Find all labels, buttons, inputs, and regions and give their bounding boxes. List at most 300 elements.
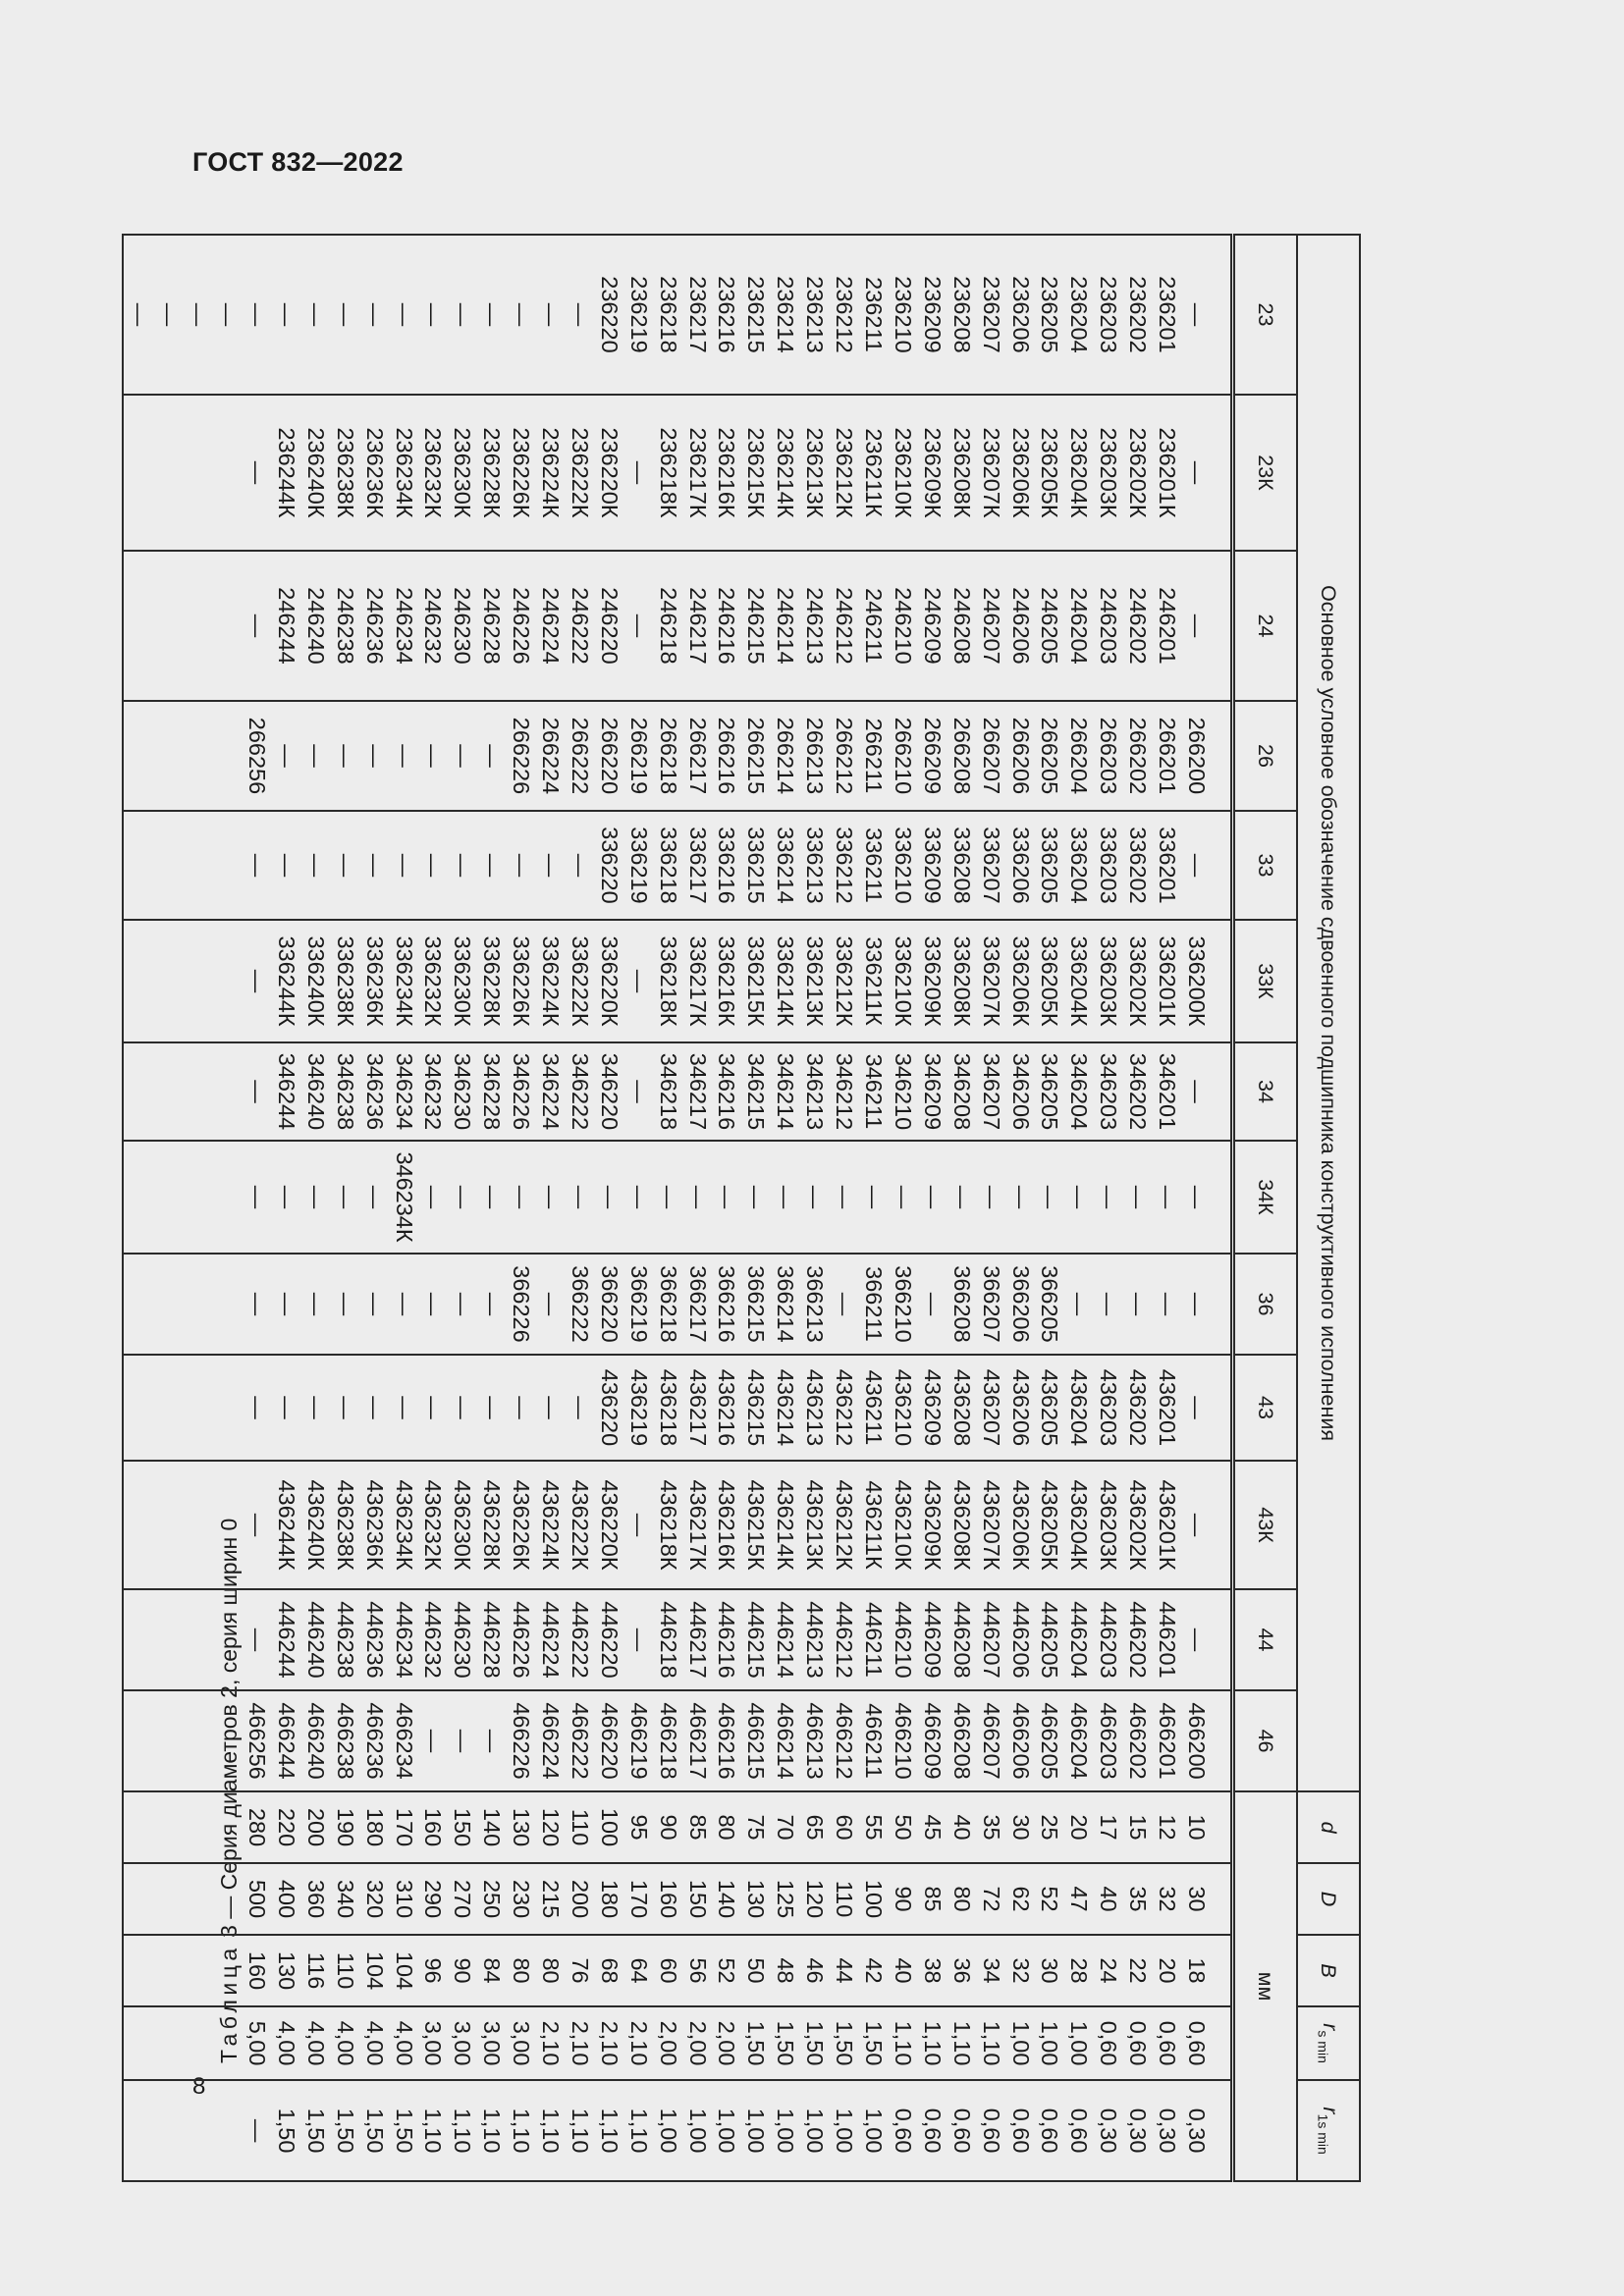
table-cell: 436216К [714, 1479, 740, 1571]
table-cell: 336211К [861, 936, 888, 1026]
table-cell: — [625, 969, 652, 993]
table-cell: 446206 [1007, 1601, 1034, 1679]
table-cell: 266208 [948, 717, 975, 795]
table-cell: 436219 [625, 1368, 652, 1447]
table-cell: — [273, 744, 299, 768]
table-cell: 1,10 [509, 2108, 535, 2154]
table-cell: 266213 [802, 717, 829, 795]
table-cell: 336206 [1007, 827, 1034, 904]
table-cell: 236230К [450, 427, 476, 518]
table-cell: 236209К [919, 427, 946, 518]
col-header-24: 24 [1233, 551, 1298, 701]
table-cell: — [861, 1185, 888, 1209]
table-cell: 346228 [479, 1052, 506, 1131]
table-cell: 62 [1007, 1886, 1034, 1912]
table-cell: 46 [802, 1957, 829, 1984]
table-cell: 360 [302, 1879, 329, 1919]
table-cell: 446244 [273, 1601, 299, 1679]
table-cell: 246232 [420, 587, 447, 665]
col-header-23k: 23К [1233, 395, 1298, 551]
table-cell: — [332, 744, 358, 768]
table-cell: 266202 [1125, 717, 1152, 795]
column-cells-B [123, 1935, 1232, 2006]
col-header-34: 34 [1233, 1042, 1298, 1141]
table-cell: 466205 [1037, 1702, 1063, 1780]
table-cell: 52 [714, 1957, 740, 1984]
table-cell: 336214 [773, 827, 799, 904]
table-cell: 236232К [420, 427, 447, 518]
table-cell: 10 [1184, 1814, 1210, 1841]
table-cell: 236205К [1037, 427, 1063, 518]
table-cell: — [567, 302, 593, 327]
table-cell: 346207 [978, 1052, 1004, 1131]
table-cell: 236218К [655, 427, 681, 518]
table-cell: 266215 [743, 717, 770, 795]
table-cell: 72 [978, 1886, 1004, 1912]
table-cell: 35 [1125, 1886, 1152, 1912]
table-cell: 466208 [948, 1702, 975, 1780]
table-cell: 85 [919, 1886, 946, 1912]
table-cell: 336210К [890, 935, 916, 1027]
table-cell: 336208К [948, 935, 975, 1027]
table-cell: 236219 [625, 276, 652, 353]
table-cell: 466206 [1007, 1702, 1034, 1780]
table-cell: — [919, 1185, 946, 1209]
table-cell: — [890, 1185, 916, 1209]
table-cell: 446207 [978, 1601, 1004, 1679]
table-cell: 436212 [832, 1368, 858, 1447]
table-cell: 90 [450, 1957, 476, 1984]
table-cell: — [391, 302, 417, 327]
col-header-34k: 34К [1233, 1141, 1298, 1254]
table-cell: 346208 [948, 1052, 975, 1131]
table-cell: — [244, 1080, 270, 1103]
table-cell: 17 [1096, 1814, 1122, 1841]
table-cell: — [714, 1185, 740, 1209]
column-cells-23k [123, 395, 1232, 551]
table-cell: 70 [773, 1814, 799, 1841]
table-cell: — [1125, 1185, 1152, 1209]
table-cell: 436232К [420, 1479, 447, 1571]
table-cell: 446234 [391, 1601, 417, 1679]
table-cell: 50 [743, 1957, 770, 1984]
table-cell: 1,50 [861, 2020, 888, 2066]
column-cells-24 [123, 551, 1232, 701]
table-cell: 446230 [450, 1601, 476, 1679]
table-cell: 336218 [655, 827, 681, 904]
table-cell: — [450, 744, 476, 768]
table-cell: 436203 [1096, 1368, 1122, 1447]
table-cell: 436208К [948, 1479, 975, 1571]
table-cell: 346209 [919, 1052, 946, 1131]
table-cell: 436213К [802, 1479, 829, 1571]
table-cell: 236202 [1125, 276, 1152, 353]
column-cells-43k [123, 1461, 1232, 1589]
table-cell: 170 [391, 1807, 417, 1847]
table-cell: 336216 [714, 827, 740, 904]
table-cell: 130 [273, 1950, 299, 1991]
table-cell: 436217К [684, 1479, 711, 1571]
table-cell: 346201 [1155, 1052, 1181, 1131]
table-cell: 246201 [1155, 587, 1181, 665]
table-cell: 436215 [743, 1368, 770, 1447]
table-cell: 236214К [773, 427, 799, 518]
table-cell: 346210 [890, 1052, 916, 1131]
table-cell: 116 [302, 1951, 329, 1990]
table-cell: 236203 [1096, 276, 1122, 353]
table-cell: 336232К [420, 935, 447, 1027]
table-cell: 466220 [596, 1702, 623, 1780]
table-cell: 3,00 [479, 2020, 506, 2066]
table-cell: 0,60 [1184, 2020, 1210, 2066]
table-cell: 246203 [1096, 587, 1122, 665]
table-cell: — [479, 744, 506, 768]
table-cell: — [391, 853, 417, 878]
table-cell: 246205 [1037, 587, 1063, 665]
table-cell: — [1096, 1292, 1122, 1316]
table-cell: 32 [1007, 1957, 1034, 1984]
table-cell: — [302, 1185, 329, 1209]
table-cell: 42 [861, 1957, 888, 1984]
table-cell: 366216 [714, 1265, 740, 1343]
table-cell: 140 [479, 1807, 506, 1847]
table-cell: 436244К [273, 1479, 299, 1571]
table-cell: 466238 [332, 1702, 358, 1780]
col-header-rs-min: $r_{s min}$ [1297, 2006, 1360, 2080]
table-cell: 236209 [919, 276, 946, 353]
table-cell: — [538, 1292, 565, 1316]
table-cell: 346205 [1037, 1052, 1063, 1131]
table-cell: 346214 [773, 1052, 799, 1131]
table-cell: 500 [244, 1879, 270, 1919]
column-cells-rs-min [123, 2006, 1232, 2080]
table-cell: 266204 [1066, 717, 1093, 795]
table-cell: 2,10 [596, 2020, 623, 2066]
table-cell: 446220 [596, 1601, 623, 1679]
table-cell: 436205 [1037, 1368, 1063, 1447]
table-cell: 346234К [391, 1151, 417, 1243]
table-cell: 446240 [302, 1601, 329, 1679]
table-cell: — [596, 1185, 623, 1209]
table-cell: 50 [890, 1814, 916, 1841]
table-cell: 436202К [1125, 1479, 1152, 1571]
table-cell: 466218 [655, 1702, 681, 1780]
table-cell: — [332, 1292, 358, 1316]
table-cell: 30 [1037, 1957, 1063, 1984]
table-cell: 336213 [802, 827, 829, 904]
table-cell: 436203К [1096, 1479, 1122, 1571]
table-cell: — [244, 302, 270, 327]
table-cell: 346215 [743, 1052, 770, 1131]
table-cell: 466213 [802, 1702, 829, 1780]
table-cell: 236216 [714, 276, 740, 353]
table-cell: 246211 [861, 588, 888, 664]
table-cell: 346217 [684, 1052, 711, 1131]
table-cell: 236214 [773, 276, 799, 353]
table-cell: 38 [919, 1957, 946, 1984]
table-cell: 436204 [1066, 1368, 1093, 1447]
col-header-43k: 43К [1233, 1461, 1298, 1589]
table-cell: — [332, 1185, 358, 1209]
table-cell: 75 [743, 1814, 770, 1841]
table-cell: 1,50 [302, 2108, 329, 2154]
table-cell: — [450, 1729, 476, 1753]
table-cell: — [1125, 1292, 1152, 1316]
table-cell: 0,60 [1155, 2020, 1181, 2066]
table-cell: — [538, 1185, 565, 1209]
table-cell: 220 [273, 1807, 299, 1847]
table-cell: 90 [890, 1886, 916, 1912]
table-cell: 4,00 [391, 2020, 417, 2066]
table-cell: 200 [567, 1879, 593, 1919]
table-cell: 266200 [1184, 717, 1210, 795]
table-cell: 125 [773, 1879, 799, 1919]
table-cell: — [684, 1185, 711, 1209]
table-cell: 466215 [743, 1702, 770, 1780]
table-caption-text: 3 — Серия диаметров 2, серия ширин 0 [216, 1518, 242, 1945]
table-cell: — [538, 302, 565, 327]
table-cell: 246212 [832, 587, 858, 665]
table-cell: 366222 [567, 1265, 593, 1343]
table-caption-prefix: Таблица [216, 1944, 242, 2063]
table-cell: — [1096, 1185, 1122, 1209]
table-cell: 236207 [978, 276, 1004, 353]
table-cell: — [1184, 1628, 1210, 1652]
table-cell: 1,50 [332, 2108, 358, 2154]
table-cell: 366219 [625, 1265, 652, 1343]
table-cell: — [625, 1080, 652, 1103]
table-cell: 436240К [302, 1479, 329, 1571]
table-cell: 366214 [773, 1265, 799, 1343]
table-cell: 60 [655, 1957, 681, 1984]
table-cell: 1,00 [743, 2108, 770, 2154]
table-cell: 120 [538, 1807, 565, 1847]
table-cell: 236212К [832, 427, 858, 518]
table-cell: 250 [479, 1879, 506, 1919]
table-cell: 4,00 [273, 2020, 299, 2066]
table-cell: 40 [948, 1814, 975, 1841]
table-cell: 104 [361, 1950, 388, 1991]
table-cell: 1,00 [714, 2108, 740, 2154]
table-cell: 1,10 [450, 2108, 476, 2154]
table-cell: 466240 [302, 1702, 329, 1780]
table-cell: 436217 [684, 1368, 711, 1447]
table-cell: 1,00 [684, 2108, 711, 2154]
table-cell: 400 [273, 1879, 299, 1919]
table-cell: — [391, 1396, 417, 1419]
table-cell: 236234К [391, 427, 417, 518]
table-cell: 336220К [596, 935, 623, 1027]
table-cell: 336228К [479, 935, 506, 1027]
table-cell: 466202 [1125, 1702, 1152, 1780]
table-cell: 466204 [1066, 1702, 1093, 1780]
table-cell: 0,60 [978, 2108, 1004, 2154]
table-cell: — [802, 1185, 829, 1209]
table-cell: 346220 [596, 1052, 623, 1131]
table-cell: — [244, 1292, 270, 1316]
table-cell: 1,10 [948, 2020, 975, 2066]
table-cell: 436218 [655, 1368, 681, 1447]
table-cell: 446202 [1125, 1601, 1152, 1679]
table-cell: 246216 [714, 587, 740, 665]
table-cell: — [509, 302, 535, 327]
table-cell: 246207 [978, 587, 1004, 665]
table-cell: — [420, 744, 447, 768]
table-cell: — [273, 302, 299, 327]
table-cell: 1,10 [479, 2108, 506, 2154]
table-cell: 436234К [391, 1479, 417, 1571]
table-cell: — [244, 2118, 270, 2143]
table-cell: 266209 [919, 717, 946, 795]
table-cell: 336219 [625, 827, 652, 904]
table-cell: 266205 [1037, 717, 1063, 795]
table-cell: 436208 [948, 1368, 975, 1447]
table-cell: — [1184, 614, 1210, 638]
table-cell: 266224 [538, 717, 565, 795]
table-cell: 266218 [655, 717, 681, 795]
table-cell: 30 [1184, 1886, 1210, 1912]
table-cell: 1,10 [596, 2108, 623, 2154]
table-cell: 0,30 [1096, 2108, 1122, 2154]
table-cell: 336214К [773, 935, 799, 1027]
table-cell: 336215К [743, 935, 770, 1027]
table-cell: 45 [919, 1814, 946, 1841]
table-cell: 366218 [655, 1265, 681, 1343]
table-cell: 236218 [655, 276, 681, 353]
table-cell: 310 [391, 1879, 417, 1919]
table-cell: 246224 [538, 587, 565, 665]
table-cell: — [1184, 853, 1210, 878]
table-cell: 246202 [1125, 587, 1152, 665]
col-header-36: 36 [1233, 1254, 1298, 1355]
table-cell: 466201 [1155, 1702, 1181, 1780]
table-cell: 0,60 [1096, 2020, 1122, 2066]
table-cell: 466236 [361, 1702, 388, 1780]
table-cell: — [479, 1396, 506, 1419]
table-cell: 366206 [1007, 1265, 1034, 1343]
table-cell: 246215 [743, 587, 770, 665]
table-cell: 55 [861, 1814, 888, 1841]
table-cell: — [625, 1185, 652, 1209]
table-cell: 346213 [802, 1052, 829, 1131]
table-cell: — [479, 853, 506, 878]
table-cell: — [420, 1185, 447, 1209]
table-cell: 160 [420, 1807, 447, 1847]
table-cell: 446211 [861, 1602, 888, 1678]
table-cell: 44 [832, 1957, 858, 1984]
col-header-26: 26 [1233, 701, 1298, 811]
table-cell: 346236 [361, 1052, 388, 1131]
table-cell: 436201К [1155, 1479, 1181, 1571]
table-cell: 200 [302, 1807, 329, 1847]
table-cell: 236213 [802, 276, 829, 353]
table-cell: 100 [861, 1879, 888, 1919]
table-cell: 336211 [861, 828, 888, 903]
table-cell: 246238 [332, 587, 358, 665]
table-cell: — [1066, 1292, 1093, 1316]
table-cell: 15 [1125, 1814, 1152, 1841]
table-cell: 236213К [802, 427, 829, 518]
table-cell: 366207 [978, 1265, 1004, 1343]
table-cell: 1,10 [567, 2108, 593, 2154]
column-cells-34k [123, 1141, 1232, 1254]
table-cell: 64 [625, 1957, 652, 1984]
table-cell: 466214 [773, 1702, 799, 1780]
table-cell: 110 [332, 1951, 358, 1990]
table-cell: 366226 [509, 1265, 535, 1343]
table-cell: 436209 [919, 1368, 946, 1447]
col-header-r1s-min: $r_{1s min}$ [1297, 2080, 1360, 2181]
column-cells-d [123, 1791, 1232, 1863]
table-cell: — [186, 302, 212, 327]
table-cell: — [948, 1185, 975, 1209]
table-cell: 236206К [1007, 427, 1034, 518]
table-cell: — [332, 302, 358, 327]
table-cell: 36 [948, 1957, 975, 1984]
table-cell: 0,30 [1155, 2108, 1181, 2154]
table-cell: 336236К [361, 935, 388, 1027]
table-cell: 34 [978, 1957, 1004, 1984]
table-cell: 336206К [1007, 935, 1034, 1027]
table-cell: 336201К [1155, 935, 1181, 1027]
table-cell: 366217 [684, 1265, 711, 1343]
table-cell: — [420, 1292, 447, 1316]
table-cell: 436209К [919, 1479, 946, 1571]
table-cell: 446210 [890, 1601, 916, 1679]
table-cell: 236224К [538, 427, 565, 518]
table-cell: 246209 [919, 587, 946, 665]
table-cell: — [479, 1729, 506, 1753]
col-header-D: D [1297, 1863, 1360, 1935]
table-cell: 466256 [244, 1702, 270, 1780]
table-cell: 336209 [919, 827, 946, 904]
table-cell: 104 [391, 1950, 417, 1991]
table-cell: — [273, 853, 299, 878]
table-cell: 1,50 [832, 2020, 858, 2066]
table-cell: 436211 [861, 1369, 888, 1446]
table-cell: — [450, 302, 476, 327]
table-cell: 246244 [273, 587, 299, 665]
table-cell: 246217 [684, 587, 711, 665]
column-cells-23 [123, 235, 1232, 395]
table-cell: 446213 [802, 1601, 829, 1679]
table-cell: — [302, 1396, 329, 1419]
table-cell: 246220 [596, 587, 623, 665]
table-cell: 1,50 [391, 2108, 417, 2154]
table-cell: — [332, 853, 358, 878]
col-header-33k: 33К [1233, 920, 1298, 1042]
table-cell: 3,00 [509, 2020, 535, 2066]
table-cell: 336205 [1037, 827, 1063, 904]
table-cell: 466222 [567, 1702, 593, 1780]
table-cell: 336216К [714, 935, 740, 1027]
table-cell: — [361, 744, 388, 768]
table-cell: 446232 [420, 1601, 447, 1679]
table-cell: 236208 [948, 276, 975, 353]
table-cell: 336217 [684, 827, 711, 904]
table-cell: 236222К [567, 427, 593, 518]
table-cell: — [420, 302, 447, 327]
table-cell: 446238 [332, 1601, 358, 1679]
table-cell: 1,00 [1066, 2020, 1093, 2066]
table-cell: 2,10 [538, 2020, 565, 2066]
table-cell: 1,10 [919, 2020, 946, 2066]
table-cell: — [273, 1185, 299, 1209]
table-cell: 336230К [450, 935, 476, 1027]
table-cell: 346204 [1066, 1052, 1093, 1131]
table-cell: — [978, 1185, 1004, 1209]
table-cell: 436212К [832, 1479, 858, 1571]
